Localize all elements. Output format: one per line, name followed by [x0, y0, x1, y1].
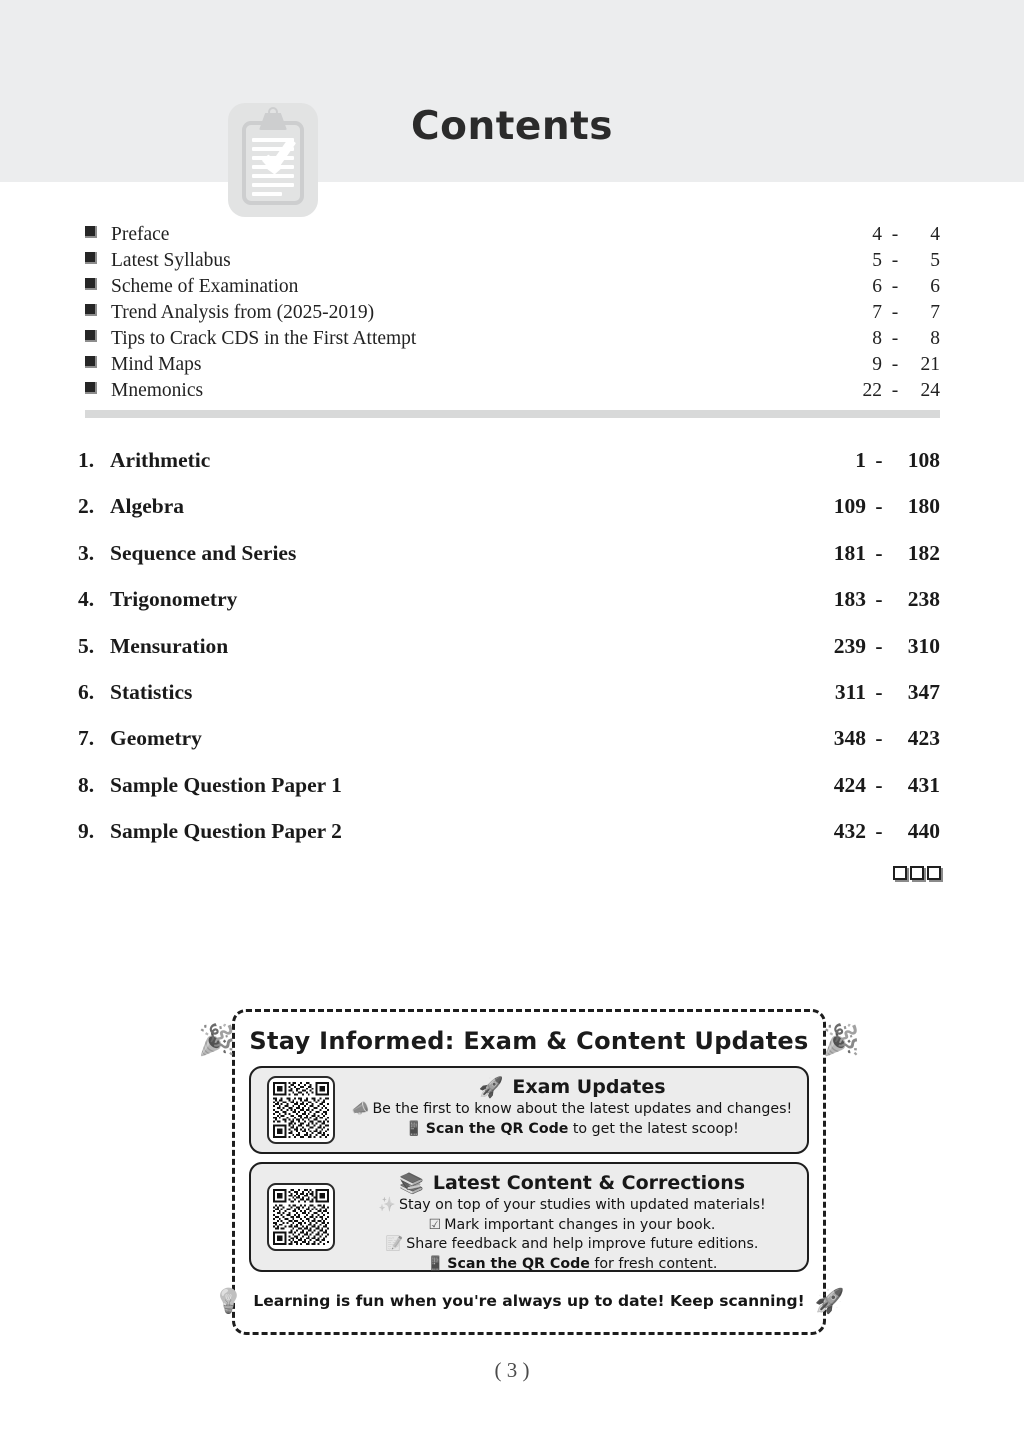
page-range-dash: -: [875, 448, 883, 472]
books-icon: 📚: [398, 1171, 424, 1195]
chapter-title: Trigonometry: [110, 587, 238, 612]
chapter-number: 3.: [78, 540, 95, 565]
page-range-dash: -: [875, 587, 883, 612]
chapter-number: 8.: [78, 772, 95, 797]
front-matter-row[interactable]: [85, 380, 940, 406]
front-matter-label: Mnemonics: [111, 380, 204, 401]
chapter-number: 1.: [78, 448, 95, 472]
front-matter-list: [85, 224, 940, 406]
page-range-dash: -: [891, 224, 899, 245]
chapter-page-from: 432: [833, 819, 866, 844]
promo-card-line: [347, 1216, 797, 1236]
chapter-title: Statistics: [110, 679, 193, 704]
chapter-number: 7.: [78, 726, 95, 751]
page-range-dash: -: [891, 380, 899, 401]
rocket-icon: 🚀: [814, 1287, 845, 1315]
party-popper-icon-left: 🎉: [198, 1023, 236, 1058]
front-matter-label: Mind Maps: [111, 354, 202, 375]
front-matter-page-from: 22: [862, 380, 882, 401]
chapter-title: Algebra: [110, 494, 185, 519]
front-matter-page-to: 21: [920, 354, 940, 375]
header: [0, 0, 1024, 182]
front-matter-page-from: 5: [872, 250, 882, 271]
promo-card-heading: [347, 1172, 797, 1194]
chapter-page-to: 108: [907, 448, 940, 472]
sparkles-icon: ✨: [378, 1197, 397, 1213]
page-range-dash: -: [875, 494, 883, 519]
page-range-dash: -: [891, 354, 899, 375]
promo-card-line-bold: Scan the QR Code: [425, 1120, 569, 1137]
chapter-page-from: 424: [833, 772, 866, 797]
front-matter-page-to: 5: [930, 250, 940, 271]
promo-card-body: [347, 1076, 797, 1139]
chapter-number: 4.: [78, 587, 95, 612]
chapter-page-from: 311: [834, 679, 866, 704]
mobile-phone-icon: 📱: [405, 1120, 423, 1137]
promo-card-line-text: Mark important changes in your book.: [444, 1216, 716, 1233]
promo-card-line-text: Share feedback and help improve future editions.: [406, 1236, 759, 1253]
chapter-page-from: 1: [855, 448, 866, 472]
promo-card-line-text: to get the latest scoop!: [568, 1120, 739, 1137]
promo-card-line-text: Be the first to know about the latest updates and changes!: [372, 1101, 793, 1117]
chapter-page-to: 440: [907, 819, 940, 844]
front-matter-label: Scheme of Examination: [111, 276, 299, 297]
page-range-dash: -: [875, 633, 883, 658]
square-bullet-icon: [85, 252, 97, 264]
front-matter-row[interactable]: [85, 328, 940, 354]
clipboard-icon-line: [252, 183, 294, 187]
square-bullet-icon: [85, 356, 97, 368]
promo-card-line-text: for fresh content.: [589, 1255, 718, 1272]
chapter-page-from: 348: [833, 726, 866, 751]
front-matter-page-to: 7: [930, 302, 940, 323]
page-number: ( 3 ): [494, 1358, 530, 1382]
promo-card-line: [347, 1120, 797, 1140]
chapter-page-from: 181: [833, 540, 866, 565]
front-matter-page-to: 24: [920, 380, 940, 401]
square-bullet-icon: [85, 382, 97, 394]
end-marker-square: [927, 866, 941, 880]
promo-card-heading-text: Exam Updates: [512, 1076, 666, 1098]
page-range-dash: -: [891, 328, 899, 349]
promo-card-line: [347, 1255, 797, 1275]
chapter-title: Mensuration: [110, 633, 229, 658]
chapter-number: 6.: [78, 679, 95, 704]
clipboard-icon-line: [252, 192, 282, 196]
front-matter-page-from: 4: [872, 224, 882, 245]
chapter-title: Sequence and Series: [110, 540, 297, 565]
chapter-row[interactable]: [78, 726, 940, 772]
promo-card-line-text: Stay on top of your studies with updated materials!: [399, 1197, 766, 1213]
qr-code-svg: [273, 1082, 329, 1138]
end-marker-square: [893, 866, 907, 880]
chapter-title: Geometry: [110, 726, 202, 751]
chapter-page-to: 347: [907, 679, 940, 704]
section-divider: [85, 410, 940, 418]
square-bullet-icon: [85, 226, 97, 238]
megaphone-icon: 📣: [351, 1101, 370, 1117]
promo-card-line: [347, 1235, 797, 1255]
qr-code-svg: [273, 1189, 329, 1245]
qr-code-icon-latest-content[interactable]: [267, 1183, 335, 1251]
chapter-page-to: 310: [907, 633, 940, 658]
promo-header: [198, 1016, 860, 1066]
front-matter-row[interactable]: [85, 302, 940, 328]
chapter-page-to: 238: [907, 587, 940, 612]
chapter-row[interactable]: [78, 494, 940, 540]
front-matter-row[interactable]: [85, 276, 940, 302]
front-matter-page-from: 9: [872, 354, 882, 375]
front-matter-page-from: 6: [872, 276, 882, 297]
clipboard-icon-checkmark: [265, 135, 311, 179]
memo-icon: 📝: [385, 1236, 404, 1253]
promo-card-line: [347, 1196, 797, 1216]
front-matter-page-from: 7: [872, 302, 882, 323]
promo-card-heading: [347, 1076, 797, 1098]
chapter-number: 2.: [78, 494, 95, 519]
chapter-page-from: 183: [833, 587, 866, 612]
chapter-page-to: 180: [907, 494, 940, 519]
front-matter-page-from: 8: [872, 328, 882, 349]
promo-card-line-bold: Scan the QR Code: [447, 1255, 590, 1272]
front-matter-page-to: 6: [930, 276, 940, 297]
chapter-title: Sample Question Paper 2: [110, 819, 342, 844]
front-matter-row[interactable]: [85, 354, 940, 380]
promo-footer-text: Learning is fun when you're always up to date! Keep scanning!: [253, 1292, 805, 1310]
party-popper-icon-right: 🎉: [822, 1023, 860, 1058]
promo-card-latest-content[interactable]: [249, 1162, 809, 1272]
rocket-icon: 🚀: [478, 1075, 504, 1099]
chapter-row[interactable]: [78, 819, 940, 865]
page-range-dash: -: [891, 250, 899, 271]
page-range-dash: -: [875, 726, 883, 751]
page-range-dash: -: [891, 302, 899, 323]
chapter-page-from: 109: [833, 494, 866, 519]
promo-card-heading-text: Latest Content & Corrections: [432, 1172, 746, 1194]
promo-card-exam-updates[interactable]: [249, 1066, 809, 1154]
chapter-row[interactable]: [78, 448, 940, 494]
front-matter-label: Preface: [111, 224, 170, 245]
page-range-dash: -: [891, 276, 899, 297]
chapter-row[interactable]: [78, 541, 940, 587]
square-bullet-icon: [85, 330, 97, 342]
chapter-number: 5.: [78, 633, 95, 658]
promo-box: [198, 1009, 860, 1335]
page-range-dash: -: [875, 819, 883, 844]
front-matter-row[interactable]: [85, 224, 940, 250]
front-matter-row[interactable]: [85, 250, 940, 276]
front-matter-label: Latest Syllabus: [111, 250, 231, 271]
chapter-row[interactable]: [78, 634, 940, 680]
promo-title: Stay Informed: Exam & Content Updates: [249, 1027, 809, 1055]
clipboard-icon-ring: [268, 107, 278, 117]
page-range-dash: -: [875, 540, 883, 565]
clipboard-check-icon: [228, 103, 318, 217]
page-range-dash: -: [875, 772, 883, 797]
square-bullet-icon: [85, 304, 97, 316]
chapter-title: Arithmetic: [110, 448, 211, 472]
front-matter-page-to: 8: [930, 328, 940, 349]
front-matter-label: Tips to Crack CDS in the First Attempt: [111, 328, 417, 349]
page-title: Contents: [411, 104, 613, 149]
chapter-row[interactable]: [78, 587, 940, 633]
mobile-phone-icon: 📱: [426, 1255, 445, 1272]
end-marker-square: [910, 866, 924, 880]
chapter-page-to: 423: [907, 726, 940, 751]
promo-card-lines: [347, 1100, 797, 1139]
chapter-page-to: 431: [907, 772, 940, 797]
check-box-icon: ☑: [428, 1216, 442, 1233]
promo-card-line: [347, 1100, 797, 1120]
promo-card-lines: [347, 1196, 797, 1274]
chapter-page-to: 182: [907, 540, 940, 565]
qr-code-icon-exam-updates[interactable]: [267, 1076, 335, 1144]
chapter-list: [78, 448, 940, 866]
chapter-number: 9.: [78, 819, 95, 844]
square-bullet-icon: [85, 278, 97, 290]
chapter-title: Sample Question Paper 1: [110, 772, 342, 797]
promo-card-body: [347, 1172, 797, 1274]
chapter-row[interactable]: [78, 680, 940, 726]
front-matter-label: Trend Analysis from (2025-2019): [111, 302, 375, 323]
promo-footer: [213, 1280, 845, 1322]
chapter-page-from: 239: [833, 633, 866, 658]
front-matter-page-to: 4: [930, 224, 940, 245]
light-bulb-icon: 💡: [213, 1287, 244, 1315]
chapter-row[interactable]: [78, 773, 940, 819]
page-range-dash: -: [875, 679, 883, 704]
three-squares-icon: [893, 866, 941, 880]
